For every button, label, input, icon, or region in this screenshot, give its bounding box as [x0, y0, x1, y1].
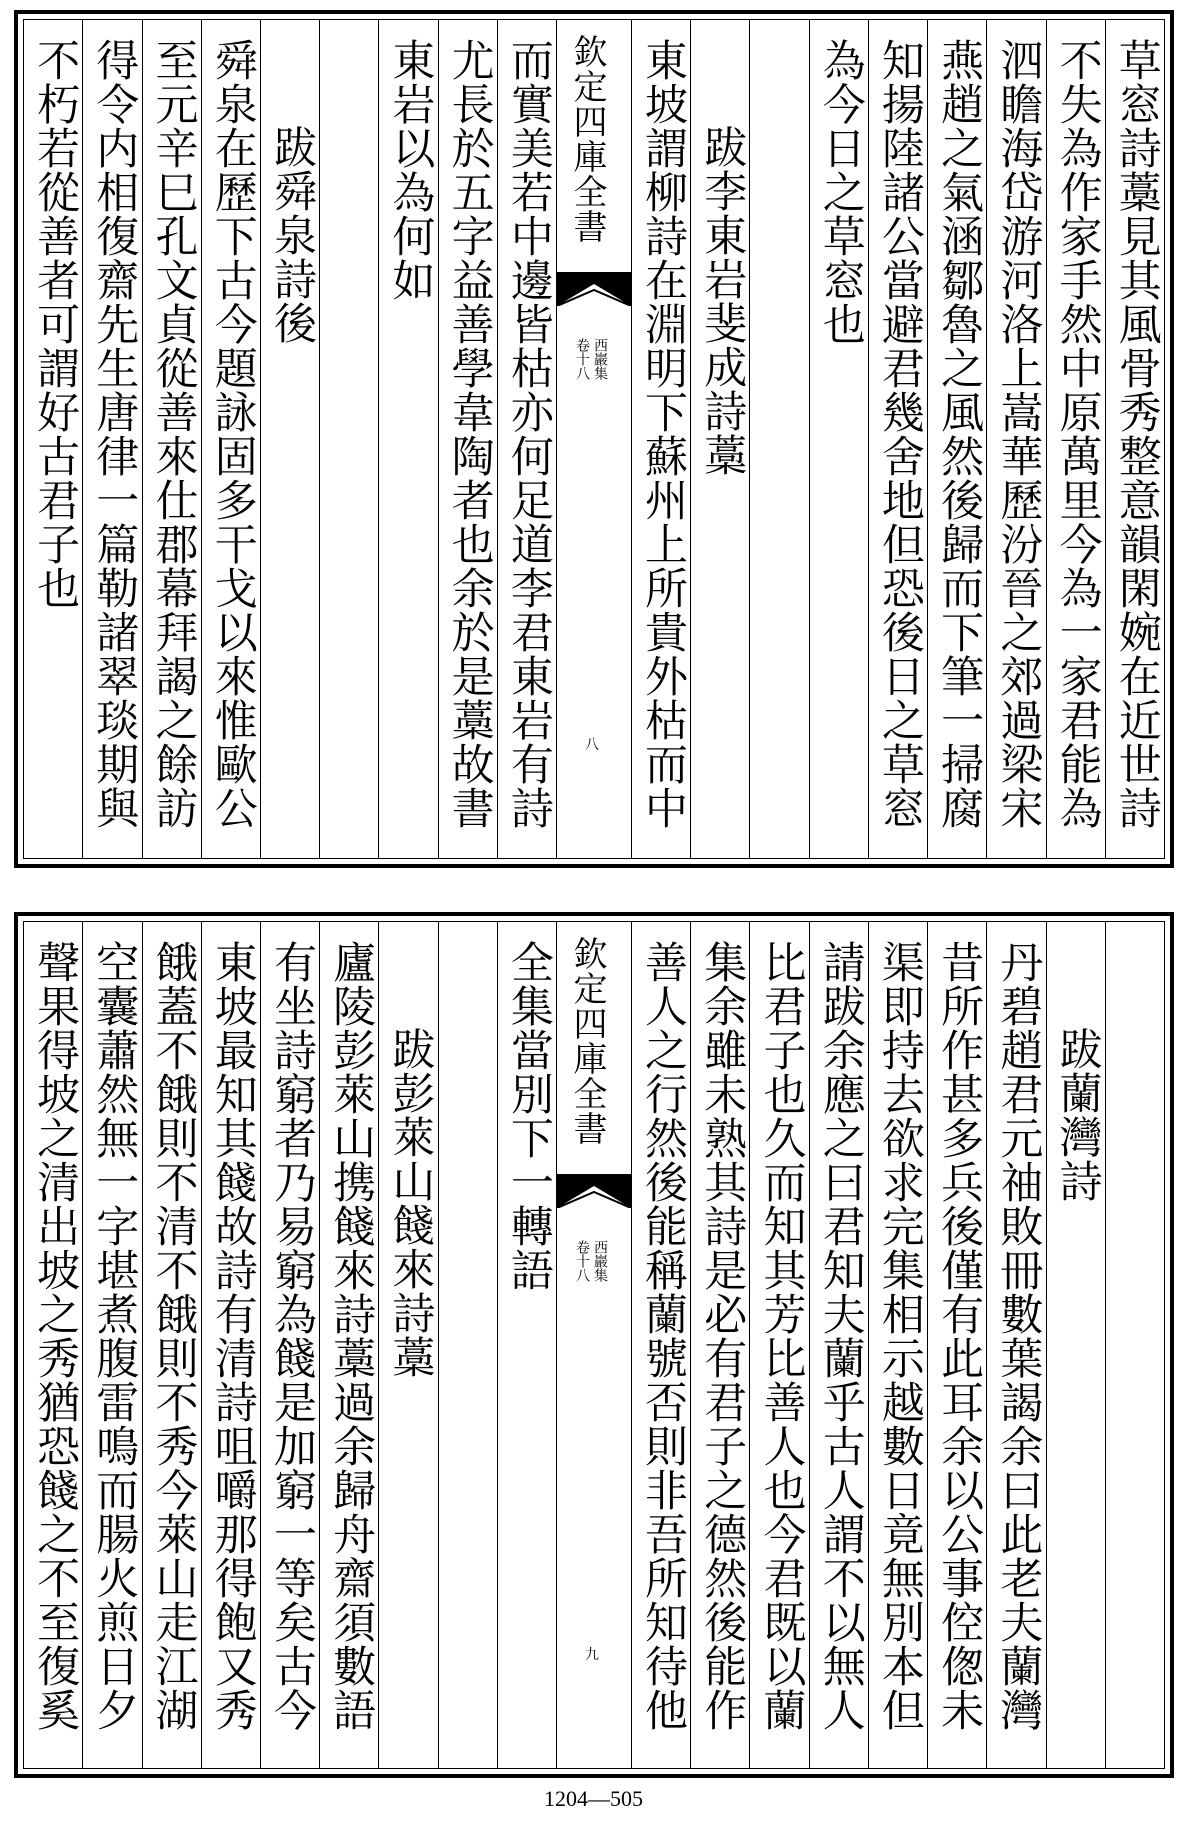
text-column: [319, 20, 378, 858]
text-column: [749, 20, 808, 858]
text-column: [927, 922, 986, 1768]
text-column: [809, 922, 868, 1768]
column-text: 有坐詩窮者乃易窮為餞是加窮一等矣古今: [266, 940, 317, 1732]
text-column: [438, 922, 497, 1768]
text-column: [690, 922, 749, 1768]
text-column: [142, 922, 201, 1768]
text-column: [260, 20, 319, 858]
top-page-panel: [14, 10, 1174, 868]
text-column: [986, 922, 1045, 1768]
column-text: 泗瞻海岱游河洛上嵩華歷汾晉之郊過梁宋: [993, 38, 1044, 830]
section-title: 跋蘭灣詩: [1052, 1027, 1103, 1203]
column-text: 聲果得坡之清出坡之秀猶恐餞之不至復奚: [30, 940, 81, 1732]
volume-label: 卷十八: [574, 1240, 591, 1282]
center-fold-strip: [556, 922, 631, 1768]
fishtail-mark-icon: [557, 272, 631, 306]
text-column: [260, 922, 319, 1768]
column-text: 得令内相復齋先生唐律一篇勒諸翠琰期與: [89, 38, 140, 830]
text-column: [497, 20, 556, 858]
text-column: [497, 922, 556, 1768]
collection-name: 西巖集: [592, 1240, 609, 1282]
column-text: 東坡謂柳詩在淵明下蘇州上所貴外枯而中: [638, 38, 689, 830]
section-title: 跋李東岩斐成詩藁: [697, 125, 748, 477]
book-title: 欽定四庫全書: [567, 936, 608, 1146]
column-text: 不朽若從善者可謂好古君子也: [30, 38, 81, 610]
text-column: [438, 20, 497, 858]
text-column: [1105, 922, 1164, 1768]
column-text: 草窓詩藁見其風骨秀整意韻閑婉在近世詩: [1111, 38, 1162, 830]
text-column: [631, 922, 690, 1768]
text-column: [82, 922, 141, 1768]
folio-number: 八: [585, 737, 600, 753]
center-fold-strip: [556, 20, 631, 858]
column-text: 而實美若中邊皆枯亦何足道李君東岩有詩: [503, 38, 554, 830]
column-text: 知揚陸諸公當避君幾舍地但恐後日之草窓: [874, 38, 925, 830]
column-text: 集余雖未熟其詩是必有君子之德然後能作: [697, 940, 748, 1732]
column-text: 廬陵彭萊山携餞來詩藁過余歸舟齋須數語: [326, 940, 377, 1732]
section-title: 跋舜泉詩後: [266, 125, 317, 345]
collection-name: 西巖集: [592, 338, 609, 380]
text-column: [631, 20, 690, 858]
fishtail-mark-icon: [557, 1174, 631, 1208]
column-text: 尤長於五字益善學韋陶者也余於是藁故書: [444, 38, 495, 830]
column-text: 丹碧趙君元䄂敗冊數葉謁余曰此老夫蘭灣: [993, 940, 1044, 1732]
text-column: [868, 20, 927, 858]
text-column: [201, 20, 260, 858]
collection-volume: [573, 1240, 609, 1282]
text-column: [868, 922, 927, 1768]
volume-label: 卷十八: [574, 338, 591, 380]
text-column: [1046, 20, 1105, 858]
column-text: 空囊蕭然無一字堪煮腹雷鳴而腸火煎日夕: [89, 940, 140, 1732]
book-title: 欽定四庫全書: [567, 34, 608, 244]
column-text: 比君子也久而知其芳比善人也今君既以蘭: [756, 940, 807, 1732]
bottom-page-panel: [14, 912, 1174, 1778]
section-title: 跋彭萊山餞來詩藁: [385, 1027, 436, 1379]
text-column: [82, 20, 141, 858]
text-column: [24, 922, 82, 1768]
text-column: [690, 20, 749, 858]
text-column: [927, 20, 986, 858]
column-text: 為今日之草窓也: [815, 38, 866, 346]
text-column: [378, 922, 437, 1768]
text-column: [986, 20, 1045, 858]
column-text: 善人之行然後能稱蘭號否則非吾所知待他: [638, 940, 689, 1732]
text-column: [201, 922, 260, 1768]
column-text: 舜泉在歷下古今題詠固多干戈以來惟歐公: [207, 38, 258, 830]
folio-number: 九: [585, 1647, 600, 1663]
column-text: 東岩以為何如: [385, 38, 436, 302]
bottom-page-frame: [23, 921, 1165, 1769]
column-text: 全集當別下一轉語: [503, 940, 554, 1292]
text-column: [749, 922, 808, 1768]
text-column: [142, 20, 201, 858]
column-text: 至元辛巳孔文貞從善來仕郡幕拜謁之餘訪: [148, 38, 199, 830]
text-column: [809, 20, 868, 858]
collection-volume: [573, 338, 609, 380]
column-text: 昔所作甚多兵後僅有此耳余以公事倥偬未: [934, 940, 985, 1732]
column-text: 請跋余應之曰君知夫蘭乎古人謂不以無人: [815, 940, 866, 1732]
column-text: 不失為作家手然中原萬里今為一家君能為: [1052, 38, 1103, 830]
text-column: [1046, 922, 1105, 1768]
text-column: [319, 922, 378, 1768]
page-number-footer: 1204—505: [544, 1786, 643, 1811]
column-text: 餓蓋不餓則不清不餓則不秀今萊山走江湖: [148, 940, 199, 1732]
column-text: 渠即持去欲求完集相示越數日竟無別本但: [874, 940, 925, 1732]
text-column: [1105, 20, 1164, 858]
text-column: [24, 20, 82, 858]
column-text: 東坡最知其餞故詩有清詩咀嚼那得飽又秀: [207, 940, 258, 1732]
text-column: [378, 20, 437, 858]
top-page-frame: [23, 19, 1165, 859]
column-text: 燕趙之氣涵鄒魯之風然後歸而下筆一掃腐: [934, 38, 985, 830]
